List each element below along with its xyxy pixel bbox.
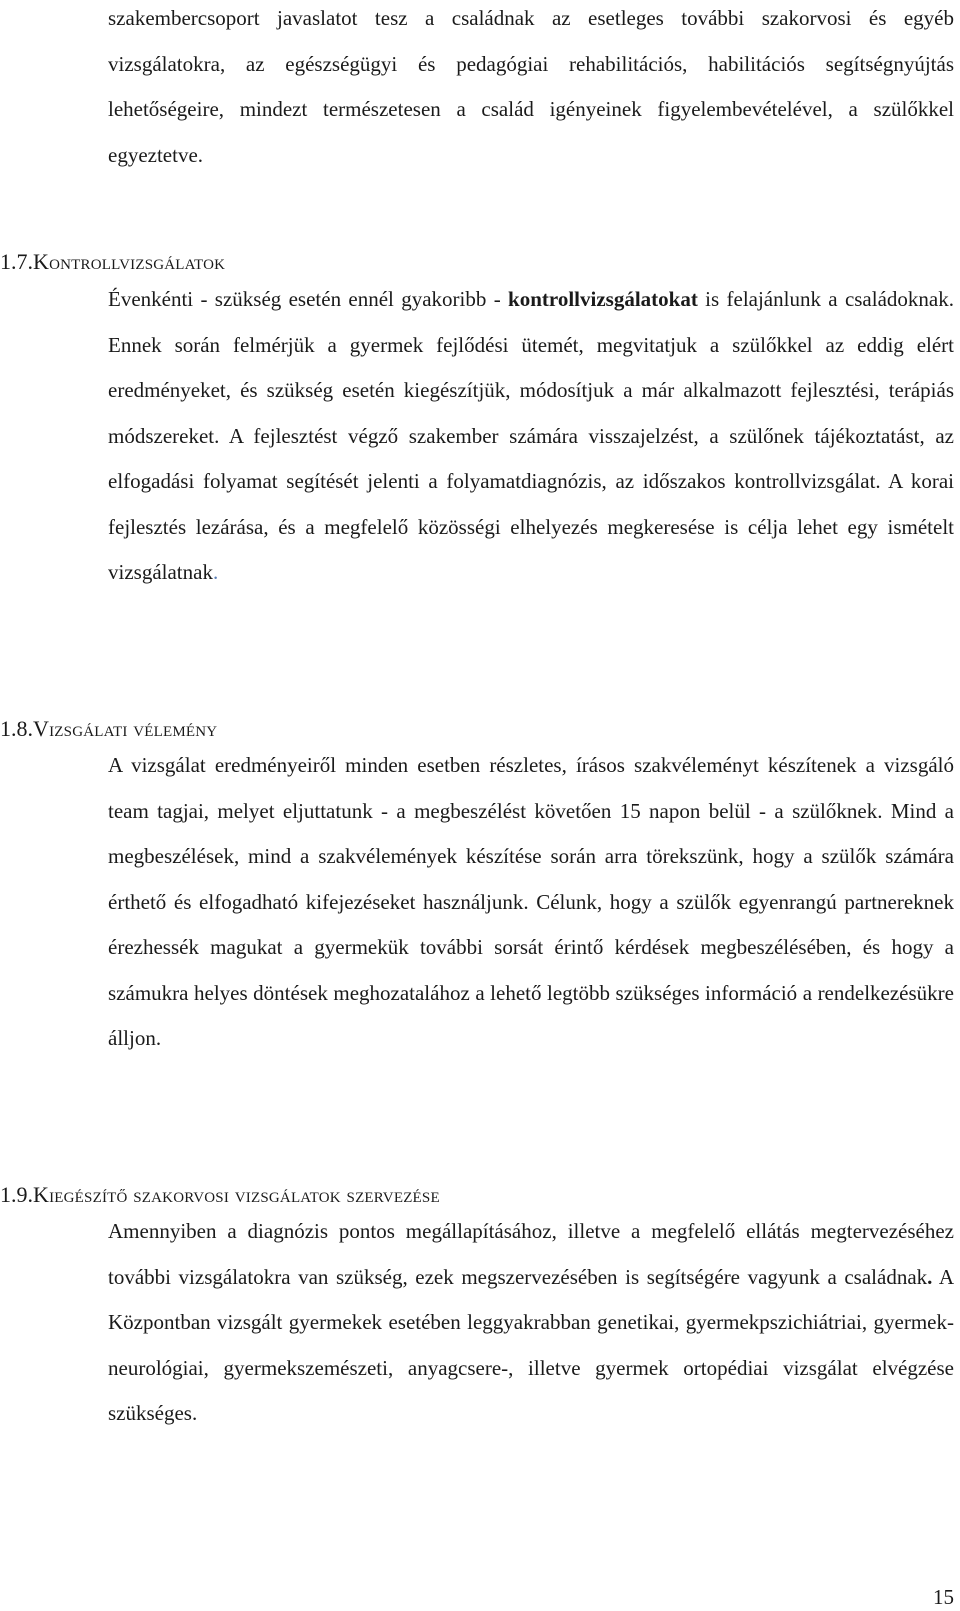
paragraph-text: Amennyiben a diagnózis pontos megállapításához, illetve a megfelelő ellátás megtervezéséhez további vizsgálatokra van szükség, ezek megszervezésében is segítségére vagyunk a családnak bbox=[108, 1219, 954, 1289]
section-number: 1.7. bbox=[0, 249, 33, 274]
section-title: Vizsgálati vélemény bbox=[33, 716, 218, 741]
section-1-8-paragraph bbox=[108, 743, 954, 1062]
page-number: 15 bbox=[933, 1585, 954, 1609]
paragraph-text: A Központban vizsgált gyermekek esetében leggyakrabban genetikai, gyermekpszichiátriai, gyermek-neurológiai, gyermekszemészeti, anyagcsere-, illetve gyermek ortopédiai vizsgálat elvégzése szükséges. bbox=[108, 1264, 954, 1425]
paragraph-text: is felajánlunk a családoknak. Ennek során felmérjük a gyermek fejlődési ütemét, megvitatjuk a szülőkkel az eddig elért eredményeket, és szükség esetén kiegészítjük, módosítjuk a már alkalmazott fejlesztési, terápiás módszereket. A fejlesztést végző szakember számára visszajelzést, a szülőnek tájékoztatást, az elfogadási folyamat segítését jelenti a folyamatdiagnózis, az időszakos kontrollvizsgálat. A korai fejlesztés lezárása, és a megfelelő közösségi elhelyezés megkeresése is célja lehet egy ismételt vizsgálatnak bbox=[108, 287, 954, 584]
section-1-7-paragraph bbox=[108, 277, 954, 596]
section-heading-1-8 bbox=[0, 714, 217, 744]
section-title: Kontrollvizsgálatok bbox=[33, 249, 226, 274]
intro-paragraph bbox=[108, 0, 954, 178]
section-number: 1.9. bbox=[0, 1182, 33, 1207]
section-heading-1-7 bbox=[0, 247, 225, 277]
paragraph-text: A vizsgálat eredményeiről minden esetben részletes, írásos szakvéleményt készítenek a vizsgáló team tagjai, melyet eljuttatunk - a megbeszélést követően 15 napon belül - a szülőknek. Mind a megbeszélések, mind a szakvélemények készítése során arra törekszünk, hogy a szülők számára érthető és elfogadható kifejezéseket használjunk. Célunk, hogy a szülők egyenrangú partnereknek érezhessék magukat a gyermekük további sorsát érintő kérdések megbeszélésében, és hogy a számukra helyes döntések meghozatalához a lehető legtöbb szükséges információ a rendelkezésükre álljon. bbox=[108, 753, 954, 1050]
section-number: 1.8. bbox=[0, 716, 33, 741]
intro-paragraph-text: szakembercsoport javaslatot tesz a családnak az esetleges további szakorvosi és egyéb vizsgálatokra, az egészségügyi és pedagógiai rehabilitációs, habilitációs segítségnyújtás lehetőségeire, mindezt természetesen a család igényeinek figyelembevételével, a szülőkkel egyeztetve. bbox=[108, 6, 954, 167]
bold-term: kontrollvizsgálatokat bbox=[508, 287, 698, 311]
end-mark: . bbox=[212, 560, 219, 584]
paragraph-text: Évenkénti - szükség esetén ennél gyakoribb - bbox=[108, 287, 509, 311]
section-heading-1-9 bbox=[0, 1180, 440, 1210]
bold-period: . bbox=[927, 1264, 933, 1289]
section-title: Kiegészítő szakorvosi vizsgálatok szervezése bbox=[33, 1182, 440, 1207]
section-1-9-paragraph bbox=[108, 1209, 954, 1437]
